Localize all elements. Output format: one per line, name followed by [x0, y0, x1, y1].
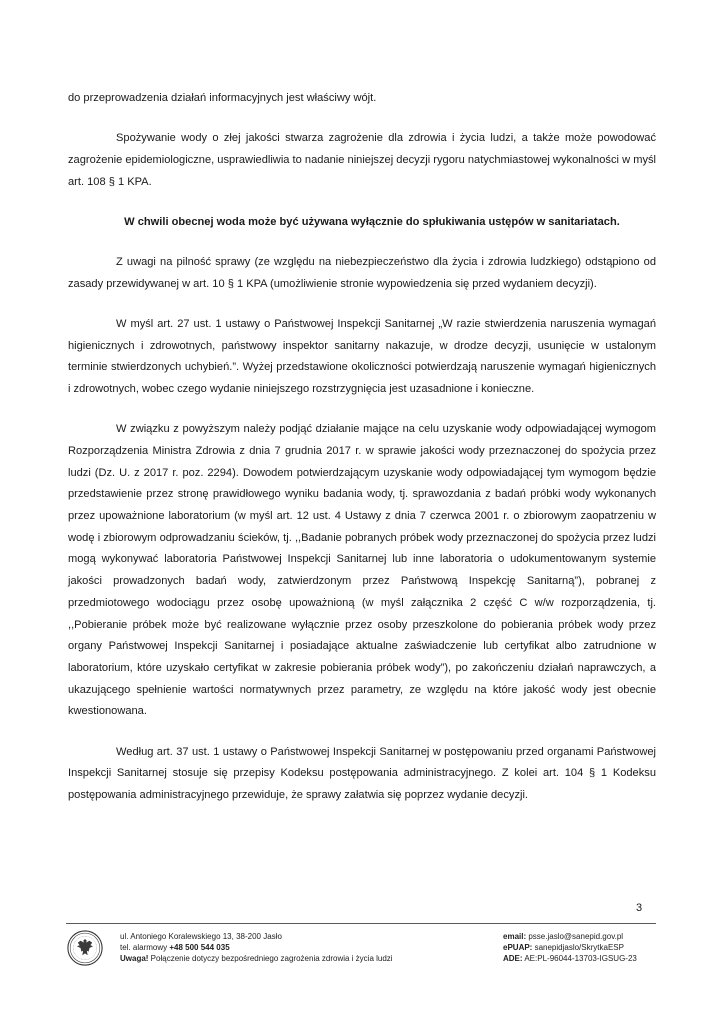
- footer-epuap-value: sanepidjaslo/SkrytkaESP: [532, 943, 624, 953]
- footer-contact-right: [503, 931, 637, 965]
- footer-epuap-label: ePUAP:: [503, 943, 533, 953]
- footer-email-value: psse.jaslo@sanepid.gov.pl: [526, 932, 624, 941]
- footer-divider: [66, 923, 656, 924]
- footer-phone: [120, 942, 393, 953]
- paragraph-urgency: Z uwagi na pilność sprawy (ze względu na niebezpieczeństwo dla życia i zdrowia ludzkiego) odstąpiono od zasady przewidywanej w art. 10 § 1 KPA (umożliwienie stronie wypowiedzenia się przed wydaniem decyzji).: [68, 256, 656, 290]
- document-body: [68, 88, 656, 807]
- page-number: 3: [636, 902, 643, 914]
- footer-email-label: email:: [503, 932, 527, 941]
- footer-email: [503, 931, 637, 942]
- paragraph-water-use-restriction: W chwili obecnej woda może być używana wyłącznie do spłukiwania ustępów w sanitariatach.: [124, 215, 620, 228]
- footer-contact-left: [120, 931, 393, 965]
- footer-note: [120, 953, 393, 964]
- paragraph-article-37: Według art. 37 ust. 1 ustawy o Państwowej Inspekcji Sanitarnej w postępowaniu przed organami Państwowej Inspekcji Sanitarnej stosuje się przepisy Kodeksu postępowania administracyjnego. Z kolei art. 104 § 1 Kodeksu postępowania administracyjnego przewiduje, że sprawy załatwia się poprzez wydanie decyzji.: [68, 745, 656, 801]
- footer-note-label: Uwaga!: [120, 954, 149, 964]
- footer-note-text: Połączenie dotyczy bezpośredniego zagrożenia zdrowia i życia ludzi: [148, 954, 393, 964]
- paragraph-required-actions: W związku z powyższym należy podjąć działanie mające na celu uzyskanie wody odpowiadającej wymogom Rozporządzenia Ministra Zdrowia z dnia 7 grudnia 2017 r. w sprawie jakości wody przeznaczonej do spożycia przez ludzi (Dz. U. z 2017 r. poz. 2294). Dowodem potwierdzającym uzyskanie wody odpowiadającej tym wymogom będzie przedstawienie przez stronę prawidłowego wyniku badania wody, tj. sprawozdania z badań próbki wody wykonanych przez upoważnione laboratorium (w myśl art. 12 ust. 4 Ustawy z dnia 7 czerwca 2001 r. o zbiorowym zaopatrzeniu w wodę i zbiorowym odprowadzaniu ścieków, tj. ,,Badanie pobranych próbek wody przeznaczonej do spożycia przez ludzi mogą wykonywać laboratoria Państwowej Inspekcji Sanitarnej lub inne laboratoria o udokumentowanym systemie jakości prowadzonych badań wody, zatwierdzonym przez Państwową Inspekcję Sanitarną”), pobranej z przedmiotowego wodociągu przez osobę upoważnioną (w myśl załącznika 2 część C w/w rozporządzenia, tj. ,,Pobieranie próbek może być realizowane wyłącznie przez osoby przeszkolone do pobierania próbek wody przez organy Państwowej Inspekcji Sanitarnej i posiadające aktualne zaświadczenie lub certyfikat albo zatrudnione w laboratorium, które uzyskało certyfikat w zakresie pobierania próbek wody”), po zakończeniu działań naprawczych, a ukazującego spełnienie wartości normatywnych przez parametry, ze względu na które jakość wody jest obecnie kwestionowana.: [68, 423, 656, 718]
- footer-phone-label: tel. alarmowy: [120, 943, 170, 953]
- paragraph-immediate-enforceability: Spożywanie wody o złej jakości stwarza zagrożenie dla zdrowia i życia ludzi, a także może powodować zagrożenie epidemiologiczne, usprawiedliwia to nadanie niniejszej decyzji rygoru natychmiastowej wykonalności w myśl art. 108 § 1 KPA.: [68, 132, 656, 188]
- footer-address: ul. Antoniego Koralewskiego 13, 38-200 Jasło: [120, 932, 282, 941]
- footer-epuap: [503, 942, 637, 953]
- footer-ade: [503, 953, 637, 964]
- polish-eagle-seal-icon: [67, 930, 103, 966]
- footer-phone-number: +48 500 544 035: [169, 943, 230, 953]
- footer-ade-label: ADE:: [503, 954, 523, 964]
- footer-ade-value: AE:PL-96044-13703-IGSUG-23: [522, 954, 637, 964]
- paragraph-continuation: do przeprowadzenia działań informacyjnych jest właściwy wójt.: [68, 92, 377, 104]
- paragraph-article-27: W myśl art. 27 ust. 1 ustawy o Państwowej Inspekcji Sanitarnej „W razie stwierdzenia naruszenia wymagań higienicznych i zdrowotnych, państwowy inspektor sanitarny nakazuje, w drodze decyzji, usunięcie w ustalonym terminie stwierdzonych uchybień.”. Wyżej przedstawione okoliczności potwierdzają naruszenie wymagań higienicznych i zdrowotnych, wobec czego wydanie niniejszego rozstrzygnięcia jest uzasadnione i konieczne.: [68, 317, 656, 396]
